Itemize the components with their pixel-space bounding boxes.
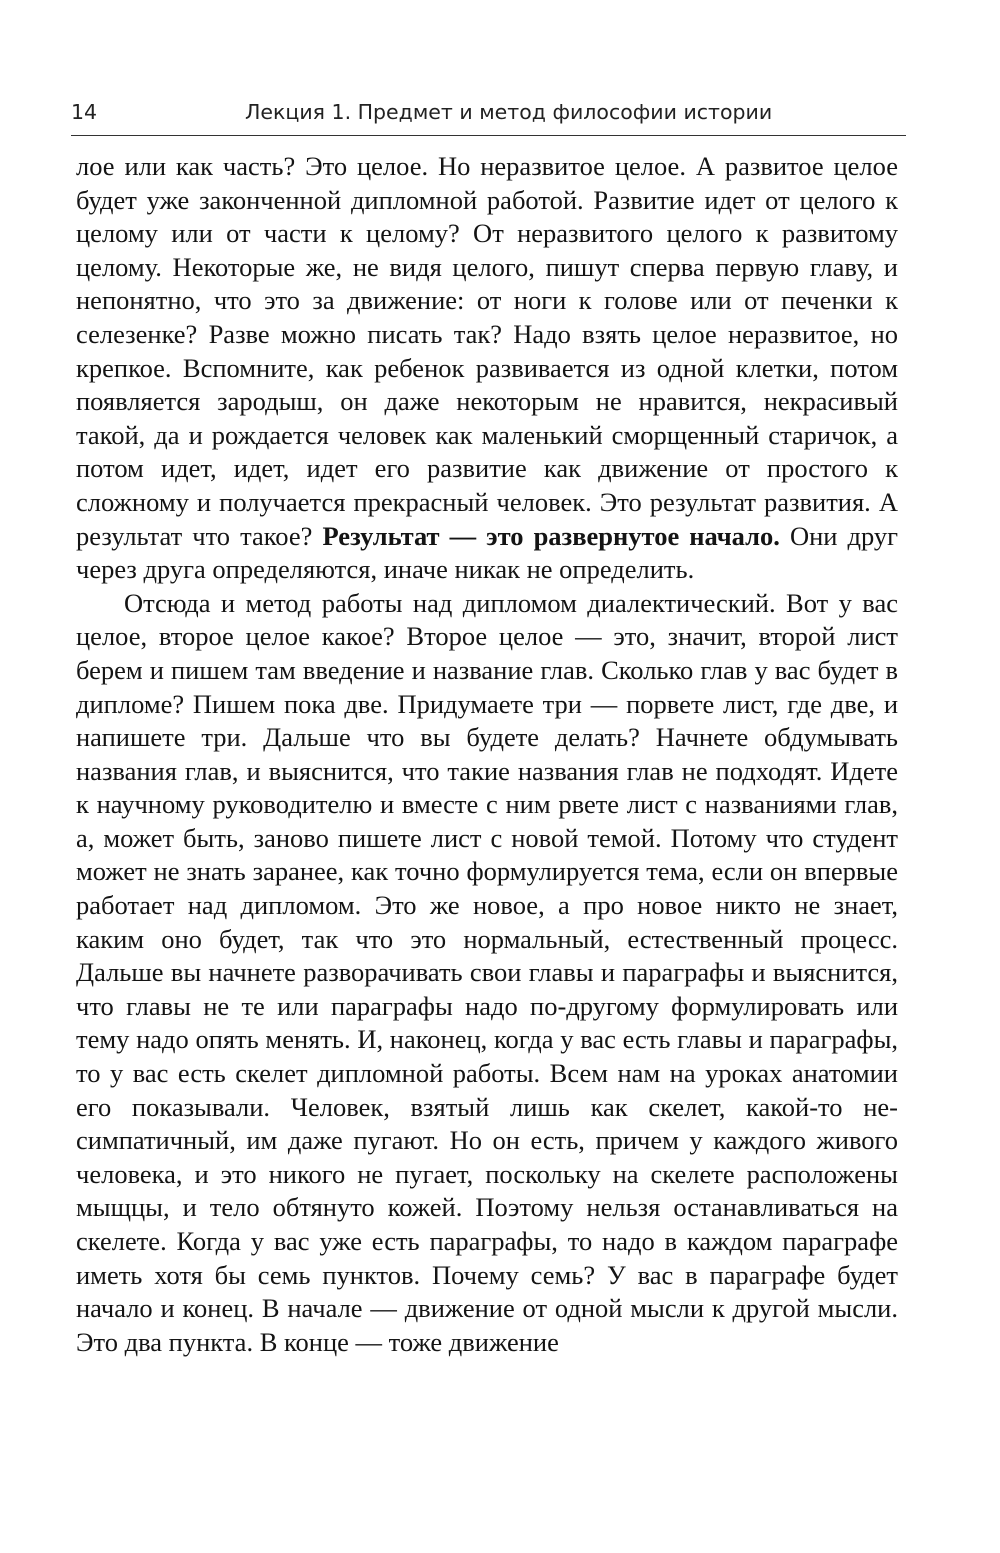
running-title: Лекция 1. Предмет и метод философии истории bbox=[245, 100, 773, 124]
paragraph-1-start: лое или как часть? Это целое. Но неразвитое целое. А развитое целое будет уже законченной дипломной работой. Развитие идет от целого к целому или от части к целому? От неразвитого целого к развитому целому. Некоторые же, не видя целого, пишут сперва первую главу, и непонятно, что это за движение: от ноги к голове или от печенки к селезенке? Разве можно писать так? Надо взять целое неразвитое, но крепкое. Вспомните, как ребенок развивается из одной клетки, потом появляется зародыш, он даже некоторым не нравится, некрасивый такой, да и рождается человек как маленький сморщенный старичок, а потом идет, идет, идет его развитие как движение от простого к сложному и получается прекрасный человек. Это результат развития. А результат что такое? bbox=[76, 151, 898, 551]
body-text bbox=[76, 150, 898, 1359]
paragraph-1 bbox=[76, 150, 898, 587]
bold-definition: Результат — это развернутое начало. bbox=[322, 520, 780, 551]
paragraph-2: Отсюда и метод работы над дипломом диалектический. Вот у вас целое, второе целое какое? Второе целое — это, значит, второй лист берем и пишем там введение и название глав. Сколько глав у вас будет в дипломе? Пишем пока две. Придумаете три — порвете лист, где две, и напишете три. Дальше что вы будете делать? Начнете обдумывать названия глав, и выяснится, что такие названия глав не подходят. Идете к научному руководителю и вместе с ним рвете лист с названиями глав, а, может быть, заново пишете лист с новой темой. Потому что студент может не знать заранее, как точно формулируется тема, если он впервые работает над дипломом. Это же новое, а про новое никто не знает, каким оно будет, так что это нормальный, естественный процесс. Дальше вы начнете разворачивать свои главы и параграфы и выяснится, что главы не те или параграфы надо по-другому формулировать или тему надо опять менять. И, наконец, когда у вас есть главы и параграфы, то у вас есть скелет дипломной работы. Всем нам на уроках анатомии его показывали. Человек, взятый лишь как скелет, какой-то несимпатичный, им даже пугают. Но он есть, причем у каждого живого человека, и это никого не пугает, поскольку на скелете расположены мыщцы, и тело обтянуто кожей. Поэтому нельзя останавливаться на скелете. Когда у вас уже есть параграфы, то надо в каждом параграфе иметь хотя бы семь пунктов. Почему семь? У вас в параграфе будет начало и конец. В начале — движение от одной мысли к другой мысли. Это два пункта. В конце — тоже движение bbox=[76, 587, 898, 1357]
page-number: 14 bbox=[71, 100, 98, 124]
page-header bbox=[71, 96, 906, 136]
header-divider bbox=[71, 135, 906, 136]
paragraph-1-end: Они друг через друга определяются, иначе никак не определить. bbox=[76, 520, 898, 585]
